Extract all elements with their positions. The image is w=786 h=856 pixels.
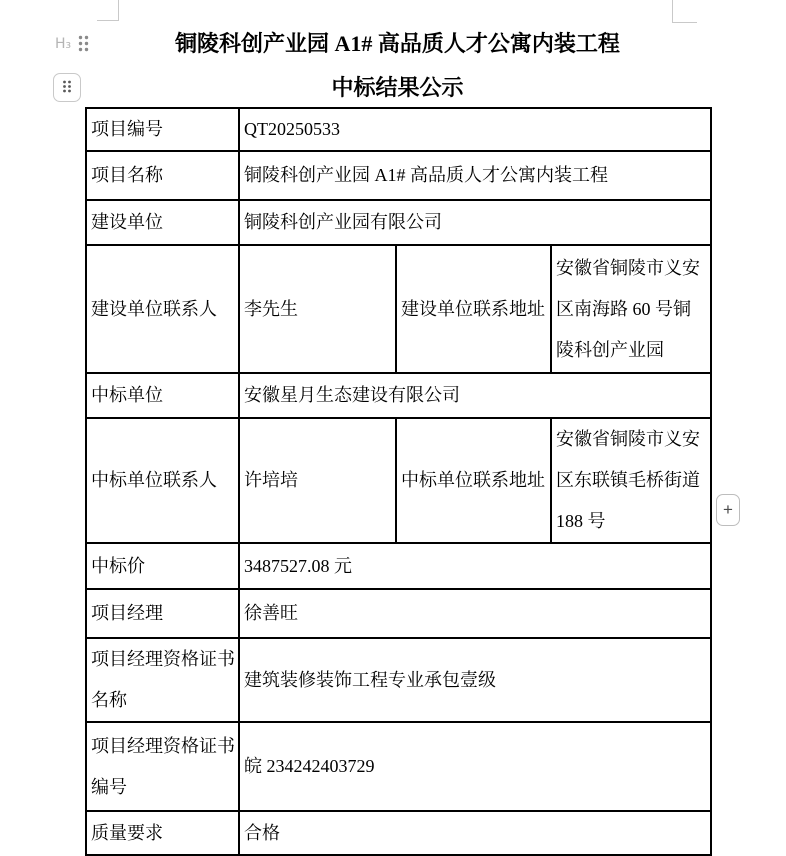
table-row-construction-contact: [86, 245, 711, 373]
row-label-cell[interactable]: 中标价: [86, 543, 239, 589]
row-label-cell[interactable]: 项目经理资格证书编号: [86, 722, 239, 811]
row-value-cell[interactable]: 安徽省铜陵市义安区南海路 60 号铜陵科创产业园: [551, 245, 711, 373]
plus-icon: +: [723, 500, 733, 519]
bid-result-table: [85, 107, 712, 856]
title-line-1[interactable]: 铜陵科创产业园 A1# 高品质人才公寓内装工程: [175, 31, 620, 56]
document-title[interactable]: [85, 22, 710, 110]
text-boundary-mark-top-left: [97, 0, 119, 21]
row-value-cell[interactable]: 李先生: [239, 245, 396, 373]
heading-level-indicator: H₃: [55, 35, 72, 52]
table-row-quality-requirement: [86, 811, 711, 855]
row-value-cell[interactable]: 建筑装修装饰工程专业承包壹级: [239, 638, 711, 722]
row-value-cell[interactable]: 铜陵科创产业园有限公司: [239, 200, 711, 245]
row-value-cell[interactable]: 铜陵科创产业园 A1# 高品质人才公寓内装工程: [239, 151, 711, 200]
table-row-project-manager: [86, 589, 711, 638]
row-label-cell[interactable]: 建设单位联系地址: [396, 245, 551, 373]
six-dot-grid-icon: [62, 80, 72, 96]
table-row-project-number: [86, 108, 711, 151]
row-value-cell[interactable]: 安徽省铜陵市义安区东联镇毛桥街道 188 号: [551, 418, 711, 543]
row-label-cell[interactable]: 质量要求: [86, 811, 239, 855]
row-value-cell[interactable]: 徐善旺: [239, 589, 711, 638]
row-value-cell[interactable]: 合格: [239, 811, 711, 855]
row-label-cell[interactable]: 建设单位联系人: [86, 245, 239, 373]
row-value-cell[interactable]: 皖 234242403729: [239, 722, 711, 811]
row-value-cell[interactable]: QT20250533: [239, 108, 711, 151]
row-label-cell[interactable]: 项目名称: [86, 151, 239, 200]
table-row-winning-bidder-contact: [86, 418, 711, 543]
table-row-winning-price: [86, 543, 711, 589]
title-line-2[interactable]: 中标结果公示: [331, 75, 464, 100]
add-column-button[interactable]: [716, 494, 740, 526]
table-row-certificate-name: [86, 638, 711, 722]
row-label-cell[interactable]: 中标单位: [86, 373, 239, 418]
text-boundary-mark-top-right: [672, 0, 697, 23]
row-value-cell[interactable]: 3487527.08 元: [239, 543, 711, 589]
row-value-cell[interactable]: 许培培: [239, 418, 396, 543]
row-label-cell[interactable]: 中标单位联系人: [86, 418, 239, 543]
row-label-cell[interactable]: 项目编号: [86, 108, 239, 151]
row-value-cell[interactable]: 安徽星月生态建设有限公司: [239, 373, 711, 418]
table-row-project-name: [86, 151, 711, 200]
row-label-cell[interactable]: 项目经理: [86, 589, 239, 638]
row-label-cell[interactable]: 建设单位: [86, 200, 239, 245]
row-label-cell[interactable]: 中标单位联系地址: [396, 418, 551, 543]
table-row-certificate-number: [86, 722, 711, 811]
table-row-construction-unit: [86, 200, 711, 245]
table-row-winning-bidder: [86, 373, 711, 418]
table-drag-handle-button[interactable]: [53, 73, 81, 102]
row-label-cell[interactable]: 项目经理资格证书名称: [86, 638, 239, 722]
